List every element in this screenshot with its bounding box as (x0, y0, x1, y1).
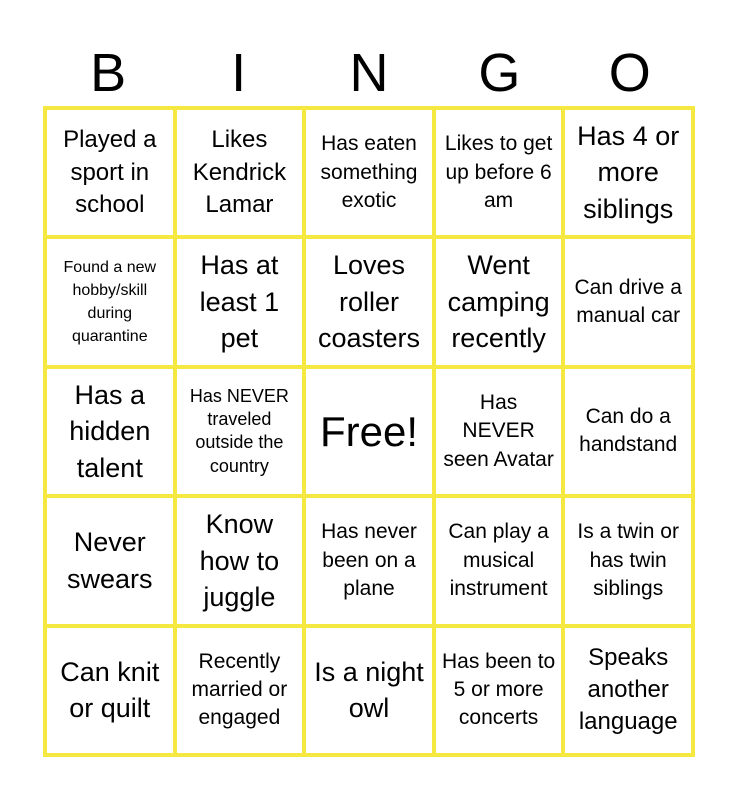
bingo-header (43, 40, 695, 106)
bingo-cell[interactable]: Can knit or quilt (45, 626, 175, 755)
bingo-cell[interactable]: Has been to 5 or more concerts (434, 626, 564, 755)
bingo-cell[interactable]: Played a sport in school (45, 108, 175, 237)
bingo-cell[interactable]: Is a twin or has twin siblings (563, 496, 693, 625)
bingo-cell[interactable]: Has 4 or more siblings (563, 108, 693, 237)
bingo-cell[interactable]: Has eaten something exotic (304, 108, 434, 237)
header-letter-b: B (90, 43, 127, 103)
bingo-cell[interactable]: Likes Kendrick Lamar (175, 108, 305, 237)
bingo-cell[interactable]: Loves roller coasters (304, 237, 434, 366)
bingo-cell[interactable]: Recently married or engaged (175, 626, 305, 755)
bingo-cell[interactable]: Can play a musical instrument (434, 496, 564, 625)
header-letter-n: N (349, 43, 389, 103)
bingo-cell[interactable]: Never swears (45, 496, 175, 625)
header-letter-i: I (231, 43, 247, 103)
bingo-cell[interactable]: Found a new hobby/skill during quarantine (45, 237, 175, 366)
bingo-cell[interactable]: Speaks another language (563, 626, 693, 755)
bingo-cell[interactable]: Know how to juggle (175, 496, 305, 625)
free-space-cell[interactable]: Free! (304, 367, 434, 496)
header-letter-g: G (478, 43, 521, 103)
bingo-cell[interactable]: Has a hidden talent (45, 367, 175, 496)
bingo-cell[interactable]: Is a night owl (304, 626, 434, 755)
bingo-cell[interactable]: Has never been on a plane (304, 496, 434, 625)
bingo-cell[interactable]: Went camping recently (434, 237, 564, 366)
header-letter-o: O (608, 43, 651, 103)
bingo-board (43, 106, 695, 757)
bingo-cell[interactable]: Has NEVER seen Avatar (434, 367, 564, 496)
bingo-cell[interactable]: Can drive a manual car (563, 237, 693, 366)
bingo-cell[interactable]: Can do a handstand (563, 367, 693, 496)
bingo-cell[interactable]: Has NEVER traveled outside the country (175, 367, 305, 496)
bingo-cell[interactable]: Has at least 1 pet (175, 237, 305, 366)
bingo-cell[interactable]: Likes to get up before 6 am (434, 108, 564, 237)
